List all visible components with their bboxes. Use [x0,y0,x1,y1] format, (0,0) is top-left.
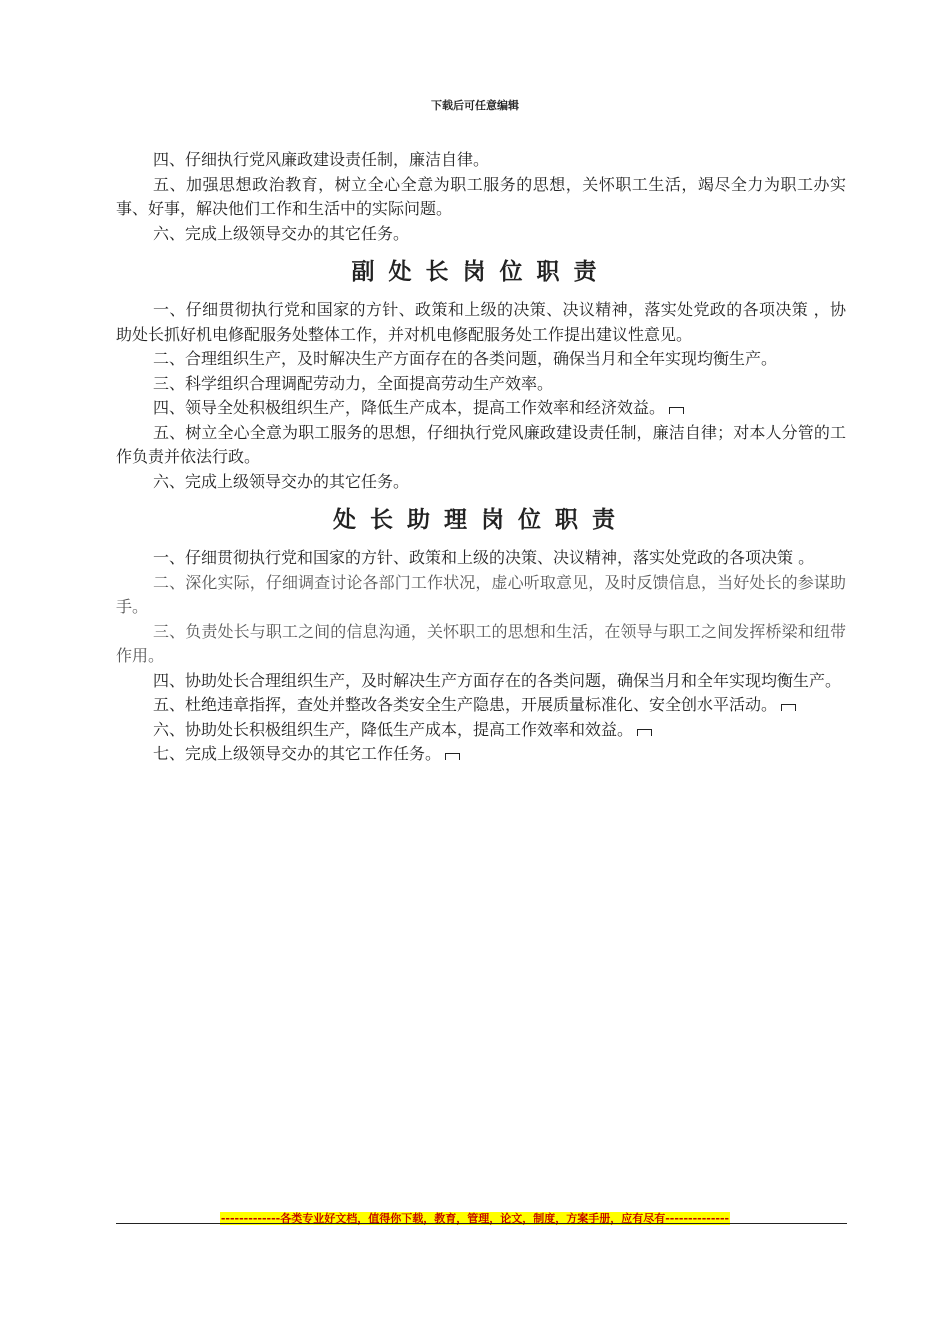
assistant-item-5 [116,693,846,718]
footer-divider [116,1223,847,1224]
document-body [116,148,846,767]
assistant-item-4: 四、协助处长合理组织生产，及时解决生产方面存在的各类问题，确保当月和全年实现均衡生产。 [153,670,842,690]
deputy-item-4 [116,396,846,421]
intro-item-5: 五、加强思想政治教育，树立全心全意为职工服务的思想，关怀职工生活，竭尽全力为职工办实事、好事，解决他们工作和生活中的实际问题。 [116,174,846,218]
assistant-item-2: 二、深化实际，仔细调查讨论各部门工作状况，虚心听取意见，及时反馈信息，当好处长的参谋助手。 [116,572,846,616]
bracket-mark-icon [669,407,684,414]
assistant-item-7 [116,742,846,767]
bracket-mark-icon [445,753,460,760]
assistant-item-1: 一、仔细贯彻执行党和国家的方针、政策和上级的决策、决议精神，落实处党政的各项决策 。 [153,548,815,567]
deputy-item-6: 六、完成上级领导交办的其它任务。 [153,471,410,491]
deputy-item-3: 三、科学组织合理调配劳动力，全面提高劳动生产效率。 [153,373,554,393]
deputy-item-5: 五、树立全心全意为职工服务的思想，仔细执行党风廉政建设责任制，廉洁自律；对本人分管的工作负责并依法行政。 [116,422,846,466]
bracket-mark-icon [637,729,652,736]
footer-banner-text: -------------各类专业好文档，值得你下载，教育，管理，论文，制度，方案手册，应有尽有-------------- [220,1212,730,1225]
section-title-deputy-director: 副处长岗位职责 [351,259,611,285]
intro-item-4: 四、仔细执行党风廉政建设责任制，廉洁自律。 [153,150,490,169]
deputy-item-1: 一、仔细贯彻执行党和国家的方针、政策和上级的决策、决议精神，落实处党政的各项决策 ，协助处长抓好机电修配服务处整体工作，并对机电修配服务处工作提出建议性意见。 [116,300,846,344]
deputy-item-4-text: 四、领导全处积极组织生产，降低生产成本，提高工作效率和经济效益。 [153,398,666,417]
bracket-mark-icon [781,704,796,711]
assistant-item-6-text: 六、协助处长积极组织生产，降低生产成本，提高工作效率和效益。 [153,719,634,739]
assistant-item-6 [116,718,846,743]
header-note: 下载后可任意编辑 [431,99,519,112]
assistant-item-7-text: 七、完成上级领导交办的其它工作任务。 [153,744,442,763]
assistant-item-5-text: 五、杜绝违章指挥，查处并整改各类安全生产隐患，开展质量标准化、安全创水平活动。 [153,695,778,714]
section-title-director-assistant: 处长助理岗位职责 [333,507,629,533]
deputy-item-2: 二、合理组织生产，及时解决生产方面存在的各类问题，确保当月和全年实现均衡生产。 [153,349,778,368]
assistant-item-3: 三、负责处长与职工之间的信息沟通，关怀职工的思想和生活，在领导与职工之间发挥桥梁和纽带作用。 [116,621,846,665]
intro-item-6: 六、完成上级领导交办的其它任务。 [153,223,410,243]
